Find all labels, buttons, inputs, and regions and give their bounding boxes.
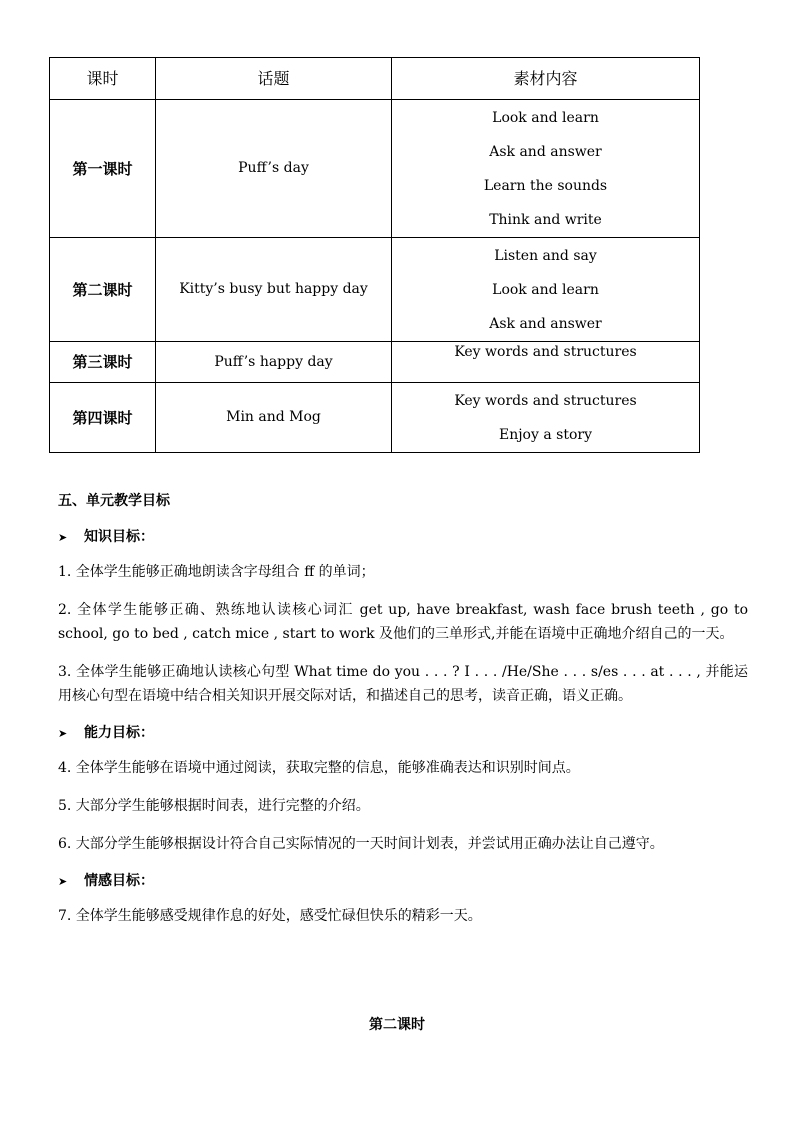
material-item: Listen and say	[494, 247, 597, 264]
topic-cell: Kitty’s busy but happy day	[156, 238, 392, 342]
material-item: Key words and structures	[454, 344, 637, 360]
topic-cell: Min and Mog	[156, 383, 392, 453]
arrow-bullet-icon: ➤	[58, 875, 68, 888]
teaching-goals-section	[58, 490, 748, 942]
goal-item: 2. 全体学生能够正确、熟练地认读核心词汇 get up, have breakfast, wash face brush teeth , go to school, go to bed , catch mice , start to work 及他们的三单形式,并能在语境中正确地介绍自己的一天。	[58, 602, 748, 642]
topic-cell: Puff’s day	[156, 100, 392, 238]
topic-cell: Puff’s happy day	[156, 342, 392, 383]
table-row	[50, 342, 700, 383]
goal-item: 6. 大部分学生能够根据设计符合自己实际情况的一天时间计划表，并尝试用正确办法让自己遵守。	[58, 836, 664, 852]
goal-item: 4. 全体学生能够在语境中通过阅读，获取完整的信息，能够准确表达和识别时间点。	[58, 760, 580, 776]
materials-cell	[392, 342, 700, 383]
header-materials: 素材内容	[392, 58, 700, 100]
lesson-cell: 第一课时	[50, 100, 156, 238]
material-item: Think and write	[489, 211, 602, 228]
materials-cell	[392, 238, 700, 342]
goal-item: 5. 大部分学生能够根据时间表，进行完整的介绍。	[58, 798, 370, 814]
goal-item: 7. 全体学生能够感受规律作息的好处，感受忙碌但快乐的精彩一天。	[58, 908, 482, 924]
knowledge-goals-heading	[58, 526, 748, 544]
material-item: Look and learn	[492, 109, 599, 126]
goal-item: 3. 全体学生能够正确地认读核心句型 What time do you . . . ? I . . . /He/She . . . s/es . . . at . . . , 并能运用核心句型在语境中结合相关知识开展交际对话，和描述自己的思考，读音正确，语义正确。	[58, 664, 748, 704]
materials-cell	[392, 383, 700, 453]
materials-cell	[392, 100, 700, 238]
goal-item: 1. 全体学生能够正确地朗读含字母组合 ff 的单词；	[58, 564, 375, 580]
knowledge-goals-label: 知识目标：	[84, 529, 154, 545]
material-item: Enjoy a story	[498, 426, 592, 443]
arrow-bullet-icon: ➤	[58, 727, 68, 740]
emotion-goals-label: 情感目标：	[84, 873, 154, 889]
material-item: Ask and answer	[489, 315, 602, 332]
table-header-row	[50, 58, 700, 100]
header-topic: 话题	[156, 58, 392, 100]
lesson-cell: 第四课时	[50, 383, 156, 453]
material-item: Ask and answer	[489, 143, 602, 160]
material-item: Look and learn	[492, 281, 599, 298]
ability-goals-label: 能力目标：	[84, 725, 154, 741]
material-item: Learn the sounds	[483, 177, 608, 194]
material-item: Key words and structures	[454, 392, 637, 409]
table-row	[50, 238, 700, 342]
lesson-plan-table	[49, 57, 700, 453]
lesson-cell: 第三课时	[50, 342, 156, 383]
ability-goals-heading	[58, 722, 748, 740]
next-lesson-title: 第二课时	[369, 1017, 425, 1033]
arrow-bullet-icon: ➤	[58, 531, 68, 544]
emotion-goals-heading	[58, 870, 748, 888]
section-title: 五、单元教学目标	[58, 493, 170, 509]
lesson-cell: 第二课时	[50, 238, 156, 342]
table-row	[50, 100, 700, 238]
header-lesson: 课时	[50, 58, 156, 100]
table-row	[50, 383, 700, 453]
